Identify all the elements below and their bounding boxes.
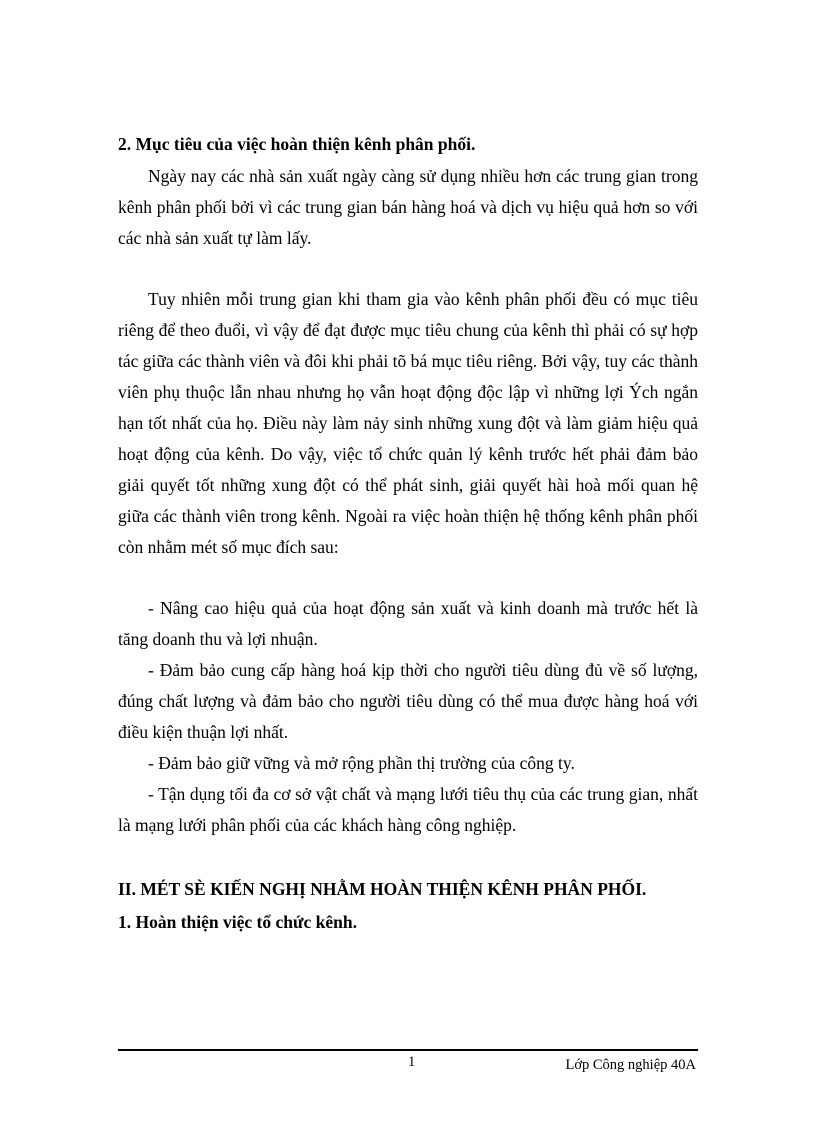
- intro-paragraph: Ngày nay các nhà sản xuất ngày càng sử dụng nhiều hơn các trung gian trong kênh phân phối bởi vì các trung gian bán hàng hoá và dịch vụ hiệu quả hơn so với các nhà sản xuất tự làm lấy.: [118, 166, 698, 248]
- section-gap: [118, 841, 698, 873]
- bullet-item: - Đảm bảo cung cấp hàng hoá kịp thời cho người tiêu dùng đủ về số lượng, đúng chất lượng và đảm bảo cho người tiêu dùng có thể mua được hàng hoá với điều kiện thuận lợi nhất.: [118, 660, 698, 742]
- objectives-paragraph: Tuy nhiên mỗi trung gian khi tham gia vào kênh phân phối đều có mục tiêu riêng để theo đuổi, vì vậy để đạt được mục tiêu chung của kênh thì phải có sự hợp tác giữa các thành viên và đôi khi phải tõ bá mục tiêu riêng. Bởi vậy, tuy các thành viên phụ thuộc lẫn nhau nhưng họ vẫn hoạt động độc lập vì những lợi Ých ngắn hạn tốt nhất của họ. Điều này làm nảy sinh những xung đột và làm giảm hiệu quả hoạt động của kênh. Do vậy, việc tổ chức quản lý kênh trước hết phải đảm bảo giải quyết tốt những xung đột có thể phát sinh, giải quyết hài hoà mối quan hệ giữa các thành viên trong kênh. Ngoài ra việc hoàn thiện hệ thống kênh phân phối còn nhằm mét số mục đích sau:: [118, 289, 698, 557]
- page-number: 1: [408, 1054, 416, 1070]
- bullet-item: - Đảm bảo giữ vững và mở rộng phần thị trường của công ty.: [148, 753, 575, 773]
- paragraph-gap: [118, 563, 698, 593]
- page-footer: [118, 1049, 698, 1075]
- page-content: [118, 128, 698, 939]
- paragraph-gap: [118, 254, 698, 284]
- footer-row: [118, 1051, 698, 1075]
- bullet-item: - Tận dụng tối đa cơ sở vật chất và mạng lưới tiêu thụ của các trung gian, nhất là mạng lưới phân phối của các khách hàng công nghiệp.: [118, 784, 698, 835]
- bullet-item: - Nâng cao hiệu quả của hoạt động sản xuất và kinh doanh mà trước hết là tăng doanh thu và lợi nhuận.: [118, 598, 698, 649]
- section-2-heading: 2. Mục tiêu của việc hoàn thiện kênh phân phối.: [118, 134, 476, 154]
- subsection-1-heading: 1. Hoàn thiện việc tổ chức kênh.: [118, 912, 357, 932]
- class-label: Lớp Công nghiệp 40A: [565, 1057, 696, 1073]
- section-ii-heading: II. MÉT SÈ KIẾN NGHỊ NHẰM HOÀN THIỆN KÊNH PHÂN PHỐI.: [118, 879, 647, 899]
